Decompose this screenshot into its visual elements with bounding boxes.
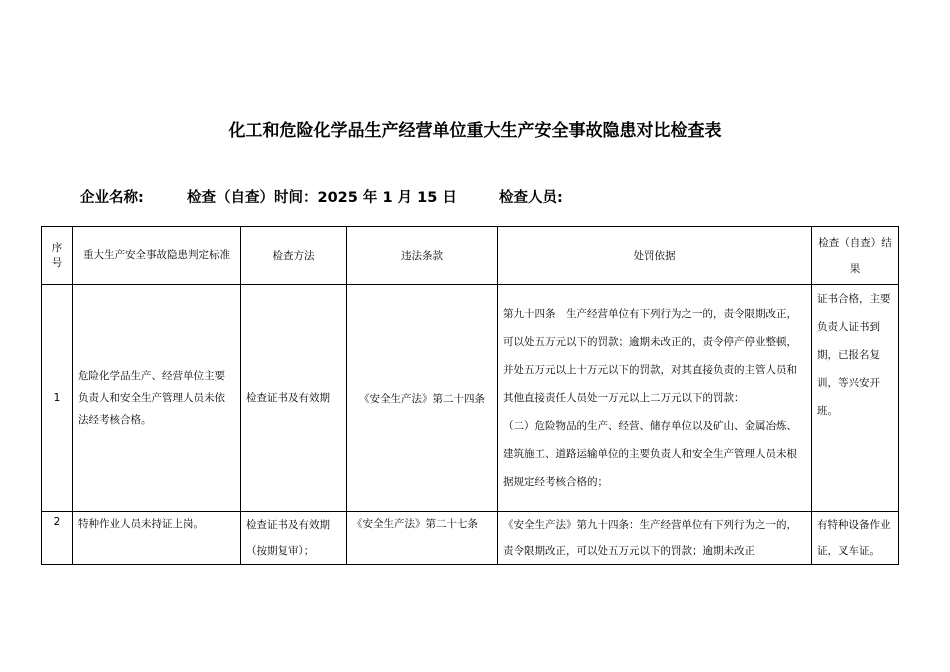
row-result: 有特种设备作业证，叉车证。 bbox=[812, 512, 899, 565]
row-result: 证书合格，主要负责人证书到期，已报名复训，等兴安开班。 bbox=[812, 285, 899, 512]
meta-line bbox=[80, 186, 563, 207]
row-seq: 1 bbox=[42, 285, 73, 512]
header-result: 检查（自查）结果 bbox=[812, 227, 899, 285]
header-criteria: 重大生产安全事故隐患判定标准 bbox=[73, 227, 241, 285]
company-name-label: 企业名称: bbox=[80, 190, 144, 206]
row-method: 检查证书及有效期 bbox=[241, 285, 347, 512]
header-penalty: 处罚依据 bbox=[498, 227, 812, 285]
row-criteria: 特种作业人员未持证上岗。 bbox=[73, 512, 241, 565]
row-criteria: 危险化学品生产、经营单位主要负责人和安全生产管理人员未依法经考核合格。 bbox=[73, 285, 241, 512]
document-title: 化工和危险化学品生产经营单位重大生产安全事故隐患对比检查表 bbox=[228, 121, 722, 141]
row-seq: 2 bbox=[42, 512, 73, 565]
row-clause: 《安全生产法》第二十四条 bbox=[347, 285, 498, 512]
table-row bbox=[42, 285, 899, 512]
header-method: 检查方法 bbox=[241, 227, 347, 285]
row-penalty: 《安全生产法》第九十四条：生产经营单位有下列行为之一的，责令限期改正，可以处五万元以下的罚款；逾期未改正 bbox=[498, 512, 812, 565]
header-seq: 序号 bbox=[42, 227, 73, 285]
penalty-paragraph: （二）危险物品的生产、经营、储存单位以及矿山、金属冶炼、建筑施工、道路运输单位的主要负责人和安全生产管理人员未根据规定经考核合格的； bbox=[503, 420, 797, 488]
penalty-paragraph: 第九十四条 生产经营单位有下列行为之一的，责令限期改正，可以处五万元以下的罚款；逾期未改正的，责令停产停业整顿，并处五万元以上十万元以下的罚款，对其直接负责的主管人员和其他直接责任人员处一万元以上二万元以下的罚款： bbox=[503, 308, 797, 404]
row-clause: 《安全生产法》第二十七条 bbox=[347, 512, 498, 565]
row-penalty bbox=[498, 285, 812, 512]
table-row bbox=[42, 512, 899, 565]
inspector-label: 检查人员: bbox=[499, 190, 563, 206]
inspection-table bbox=[41, 226, 899, 565]
row-method: 检查证书及有效期（按期复审）； bbox=[241, 512, 347, 565]
table-header-row bbox=[42, 227, 899, 285]
header-clause: 违法条款 bbox=[347, 227, 498, 285]
inspection-time-label: 检查（自查）时间：2025 年 1 月 15 日 bbox=[187, 190, 457, 206]
